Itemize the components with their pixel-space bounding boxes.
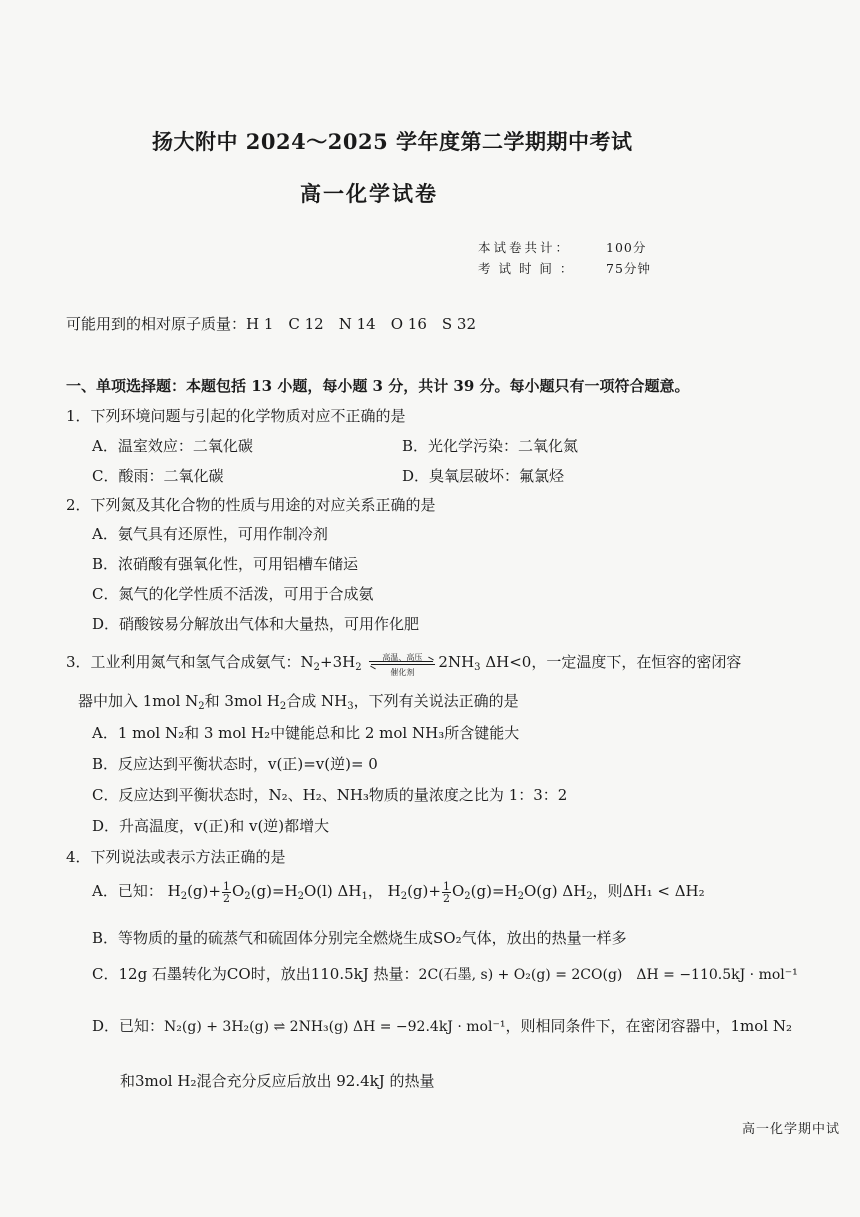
time-label: 考 试 时 间 ：	[478, 261, 575, 276]
q2-stem: 2．下列氮及其化合物的性质与用途的对应关系正确的是	[66, 496, 436, 514]
exam-title: 扬大附中 2024～2025 学年度第二学期期中考试	[152, 129, 633, 154]
q3-option-c: C．反应达到平衡状态时，N₂、H₂、NH₃物质的量浓度之比为 1：3：2	[92, 786, 568, 804]
q1-stem: 1．下列环境问题与引起的化学物质对应不正确的是	[66, 407, 406, 425]
q4-option-d	[92, 1015, 792, 1036]
exam-subtitle: 高一化学试卷	[300, 181, 438, 206]
q3-stem-c2: 和 3mol H	[204, 692, 280, 710]
q2-option-d: D．硝酸铵易分解放出气体和大量热，可用作化肥	[92, 615, 420, 633]
score-label: 本试卷共计：	[478, 240, 572, 255]
q4-stem: 4．下列说法或表示方法正确的是	[66, 848, 286, 866]
arrow-condition-top: 高温、高压	[382, 653, 423, 662]
q2-option-a: A．氨气具有还原性，可用作制冷剂	[92, 525, 328, 543]
q1-option-a: A．温室效应：二氧化碳	[92, 437, 253, 455]
q4-c-pre: C．12g 石墨转化为CO时，放出110.5kJ 热量：	[92, 965, 419, 983]
arrow-condition-bottom: 催化剂	[390, 668, 415, 677]
q3-option-a: A．1 mol N₂和 3 mol H₂中键能总和比 2 mol NH₃所含键能大	[92, 724, 520, 742]
q4-a-tail: ，则ΔH₁ < ΔH₂	[592, 882, 705, 900]
q4-a-pre: A．已知：	[92, 882, 163, 900]
q4-d-equation: N₂(g) + 3H₂(g) ⇌ 2NH₃(g) ΔH = −92.4kJ · mol⁻¹	[164, 1019, 506, 1035]
q2-option-c: C．氮气的化学性质不活泼，可用于合成氨	[92, 585, 374, 603]
q3-stem-line2: 器中加入 1mol $N_2$和 3mol $H_2$合成 $NH_3$，下列有关说法正确的是	[78, 692, 519, 712]
q4-c-equation: 2C(石墨, s) + O₂(g) = 2CO(g) ΔH = −110.5kJ · mol⁻¹	[418, 967, 798, 983]
q3-stem-b: ΔH<0，一定温度下，在恒容的密闭容	[485, 653, 742, 671]
q3-stem-line1: 3．工业利用氮气和氢气合成氨气：$N_2+3H_2$ 高温、高压 催化剂 $2NH_3$ ΔH<0，一定温度下，在恒容的密闭容	[66, 653, 742, 677]
score-value: 100分	[606, 240, 647, 255]
q3-stem-c3: 合成 NH	[286, 692, 348, 710]
page-footer: 高一化学期中试	[742, 1122, 841, 1137]
q3-option-d: D．升高温度，v(正)和 v(逆)都增大	[92, 817, 330, 835]
q1-option-c: C．酸雨：二氧化碳	[92, 467, 224, 485]
q4-option-c	[92, 963, 798, 984]
q4-option-b: B．等物质的量的硫蒸气和硫固体分别完全燃烧生成SO₂气体，放出的热量一样多	[92, 929, 627, 947]
q1-option-b: B．光化学污染：二氧化氮	[402, 437, 579, 455]
q3-option-b: B．反应达到平衡状态时，v(正)=v(逆)= 0	[92, 755, 378, 773]
atomic-masses: 可能用到的相对原子质量：H 1 C 12 N 14 O 16 S 32	[66, 315, 476, 333]
section-heading: 一、单项选择题：本题包括 13 小题，每小题 3 分，共计 39 分。每小题只有一项符合题意。	[66, 377, 690, 395]
q3-stem-c4: ，下列有关说法正确的是	[353, 692, 519, 710]
q4-option-d-line2: 和3mol H₂混合充分反应后放出 92.4kJ 的热量	[120, 1072, 435, 1090]
q4-d-pre: D．已知：	[92, 1017, 165, 1035]
time-value: 75分钟	[606, 261, 651, 276]
q2-option-b: B．浓硝酸有强氧化性，可用铝槽车储运	[92, 555, 359, 573]
equilibrium-arrow	[369, 653, 435, 677]
q4-option-a: A．已知： $H_2(g)+$ $\frac{1}{2}$ $O_2(g)=H_2O(l)$ $\Delta H_1$， $H_2(g)+$ $\frac{1}{2}$ $O_2(g)=H_2O(g)$ $\Delta H_2$，则ΔH₁ < ΔH₂	[92, 879, 705, 905]
q3-stem-a: 3．工业利用氮气和氢气合成氨气：N	[66, 653, 314, 671]
q4-d-tail: ，则相同条件下，在密闭容器中，1mol N₂	[505, 1017, 792, 1035]
q3-stem-c1: 器中加入 1mol N	[78, 692, 199, 710]
q1-option-d: D．臭氧层破坏：氟氯烃	[402, 467, 565, 485]
